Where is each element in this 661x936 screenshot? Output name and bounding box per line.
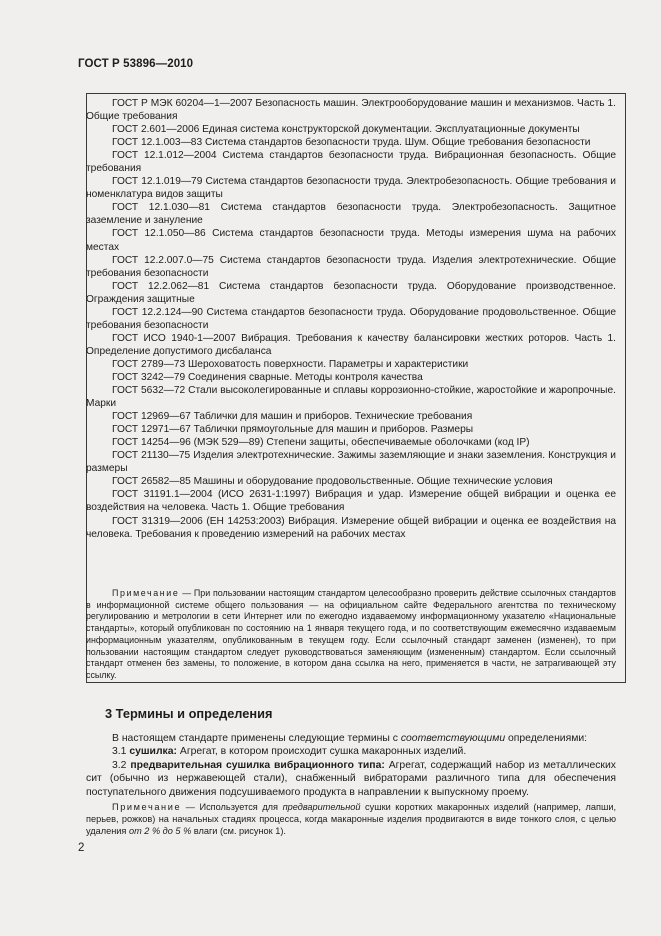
reference-item: ГОСТ 26582—85 Машины и оборудование продовольственные. Общие технические условия xyxy=(112,476,553,488)
reference-item: ГОСТ 12.1.019—79 Система стандартов безопасности труда. Электробезопасность. Общие требования и номенклатура видов защиты xyxy=(86,176,616,201)
term-3-2 xyxy=(86,759,616,799)
intro-emphasis: соответствующими xyxy=(400,733,506,744)
reference-item: ГОСТ 21130—75 Изделия электротехнические. Зажимы заземляющие и знаки заземления. Конструкция и размеры xyxy=(86,450,616,475)
section-heading: 3 Термины и определения xyxy=(105,706,273,721)
note-emphasis: от 2 % до 5 % xyxy=(128,826,192,837)
term-number: 3.2 xyxy=(112,759,131,771)
note-text: — При пользовании настоящим стандартом целесообразно проверить действие ссылочных стандартов в информационной системе общего пользования — на официальном сайте Федерального агентства по техническому регулированию и метрологии в сети Интернет или по ежегодно издаваемому информационному указателю «Национальные стандарты», который опубликован по состоянию на 1 января текущего года, и по соответствующим ежемесячно издаваемым информационным указателям, опубликованным в текущем году. Если ссылочный стандарт заменен (изменен), то при пользовании настоящим стандартом следует руководствоваться заменяющим (измененным) стандартом. Если ссылочный стандарт отменен без замены, то положение, в котором дана ссылка на него, применяется в части, не затрагивающей эту ссылку. xyxy=(86,588,616,680)
reference-item: ГОСТ 5632—72 Стали высоколегированные и сплавы коррозионно-стойкие, жаростойкие и жаропрочные. Марки xyxy=(86,385,616,410)
note-label: Примечание xyxy=(112,588,180,598)
reference-item: ГОСТ ИСО 1940-1—2007 Вибрация. Требования к качеству балансировки жестких роторов. Часть 1. Определение допустимого дисбаланса xyxy=(86,332,616,357)
term-name: сушилка: xyxy=(129,746,177,758)
note-label: Примечание xyxy=(112,802,182,812)
reference-item: ГОСТ 12969—67 Таблички для машин и приборов. Технические требования xyxy=(112,411,473,423)
reference-item: ГОСТ 12.1.003—83 Система стандартов безопасности труда. Шум. Общие требования безопасности xyxy=(112,137,591,149)
term-number: 3.1 xyxy=(112,746,130,758)
reference-item: ГОСТ 31319—2006 (ЕН 14253:2003) Вибрация. Измерение общей вибрации и оценка ее воздействия на человека. Требования к проведению измерений на рабочих местах xyxy=(86,515,616,540)
term-definition: Агрегат, содержащий набор из металлических сит (обычно из нержавеющей стали), снабженный вибраторами различного типа для обеспечения поступательного движения подсушиваемого продукта в направлении к выпускному проему. xyxy=(86,759,616,798)
reference-item: ГОСТ 12971—67 Таблички прямоугольные для машин и приборов. Размеры xyxy=(112,424,474,436)
reference-item: ГОСТ Р МЭК 60204—1—2007 Безопасность машин. Электрооборудование машин и механизмов. Часть 1. Общие требования xyxy=(86,98,616,123)
note-text: влаги (см. рисунок 1). xyxy=(191,826,286,837)
reference-item: ГОСТ 12.1.050—86 Система стандартов безопасности труда. Методы измерения шума на рабочих местах xyxy=(86,228,616,253)
document-header: ГОСТ Р 53896—2010 xyxy=(78,58,194,70)
reference-item: ГОСТ 31191.1—2004 (ИСО 2631-1:1997) Вибрация и удар. Измерение общей вибрации и оценка ее воздействия на человека. Часть 1. Общие требования xyxy=(86,489,616,514)
intro-text: В настоящем стандарте применены следующие термины с xyxy=(112,733,401,744)
section-body xyxy=(86,732,616,799)
note-emphasis: предварительной xyxy=(282,802,361,812)
reference-item: ГОСТ 12.2.124—90 Система стандартов безопасности труда. Оборудование продовольственное. Общие требования безопасности xyxy=(86,306,616,331)
references-note xyxy=(86,588,616,682)
note-text: — Используется для xyxy=(181,802,283,812)
section-intro xyxy=(86,732,616,745)
term-name: предварительная сушилка вибрационного типа: xyxy=(130,759,385,771)
note-text: сушки коротких макаронных изделий (например, лапши, перьев, рожков) на начальных стадиях процесса, когда макаронные изделия продвигаются в виде тонкого слоя, с целью удаления xyxy=(86,802,617,837)
reference-item: ГОСТ 2789—73 Шероховатость поверхности. Параметры и характеристики xyxy=(112,358,469,370)
reference-item: ГОСТ 12.1.012—2004 Система стандартов безопасности труда. Вибрационная безопасность. Общие требования xyxy=(86,150,616,175)
reference-item: ГОСТ 12.2.007.0—75 Система стандартов безопасности труда. Изделия электротехнические. Общие требования безопасности xyxy=(86,254,616,279)
term-definition: Агрегат, в котором происходит сушка макаронных изделий. xyxy=(177,746,467,758)
normative-references-list xyxy=(86,97,616,541)
intro-text-end: определениями: xyxy=(505,733,588,744)
reference-item: ГОСТ 12.1.030—81 Система стандартов безопасности труда. Электробезопасность. Защитное заземление и зануление xyxy=(86,202,616,227)
reference-item: ГОСТ 14254—96 (МЭК 529—89) Степени защиты, обеспечиваемые оболочками (код IP) xyxy=(112,437,530,449)
reference-item: ГОСТ 12.2.062—81 Система стандартов безопасности труда. Оборудование производственное. Ограждения защитные xyxy=(86,280,616,305)
page-number: 2 xyxy=(78,842,85,854)
term-3-1 xyxy=(86,745,616,758)
reference-item: ГОСТ 2.601—2006 Единая система конструкторской документации. Эксплуатационные документы xyxy=(112,124,580,136)
reference-item: ГОСТ 3242—79 Соединения сварные. Методы контроля качества xyxy=(112,371,423,383)
term-note xyxy=(86,801,616,838)
